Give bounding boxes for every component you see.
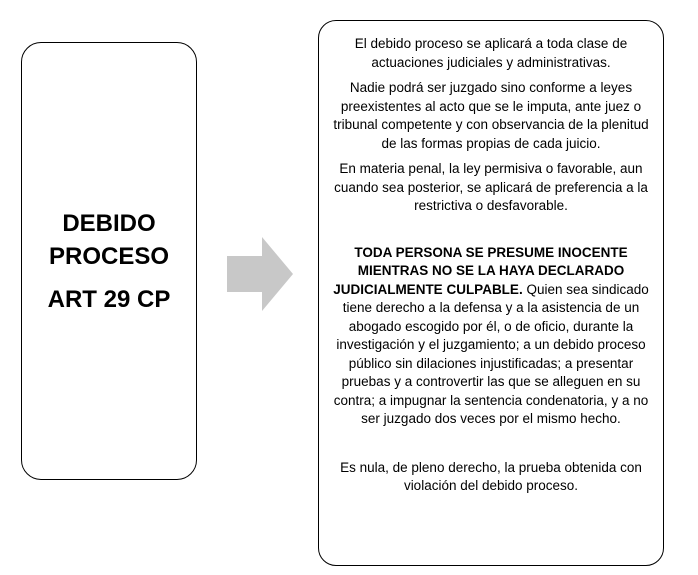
- paragraph-nullity: Es nula, de pleno derecho, la prueba obtenida con violación del debido proceso.: [340, 459, 642, 493]
- right-arrow-icon: [227, 237, 293, 311]
- paragraph-presumption-of-innocence: [333, 244, 649, 429]
- presumption-of-innocence-heading: TODA PERSONA SE PRESUME INOCENTE MIENTRAS NO SE LA HAYA DECLARADO JUDICIALMENTE CULPABLE.: [333, 244, 628, 297]
- content-box: [318, 20, 664, 566]
- defense-rights-text: Quien sea sindicado tiene derecho a la defensa y a la asistencia de un abogado escogido por él, o de oficio, durante la investigación y el juzgamiento; a un debido proceso público sin dilaciones injustificadas; a presentar pruebas y a controvertir las que se alleguen en su contra; a impugnar la sentencia condenatoria, y a no ser juzgado dos veces por el mismo hecho.: [333, 281, 649, 426]
- title-line-proceso: PROCESO: [48, 242, 170, 270]
- paragraph-legality: Nadie podrá ser juzgado sino conforme a leyes preexistentes al acto que se le imputa, ante juez o tribunal competente y con observancia de la plenitud de las formas propias de cada juicio.: [333, 80, 649, 151]
- article-reference: ART 29 CP: [47, 285, 171, 313]
- paragraph-favorability: En materia penal, la ley permisiva o favorable, aun cuando sea posterior, se aplicará de preferencia a la restrictiva o desfavorable.: [334, 161, 648, 213]
- paragraph-scope: El debido proceso se aplicará a toda clase de actuaciones judiciales y administrativas.: [354, 36, 628, 70]
- title-line-debido: DEBIDO: [62, 209, 156, 237]
- title-box: [21, 42, 197, 480]
